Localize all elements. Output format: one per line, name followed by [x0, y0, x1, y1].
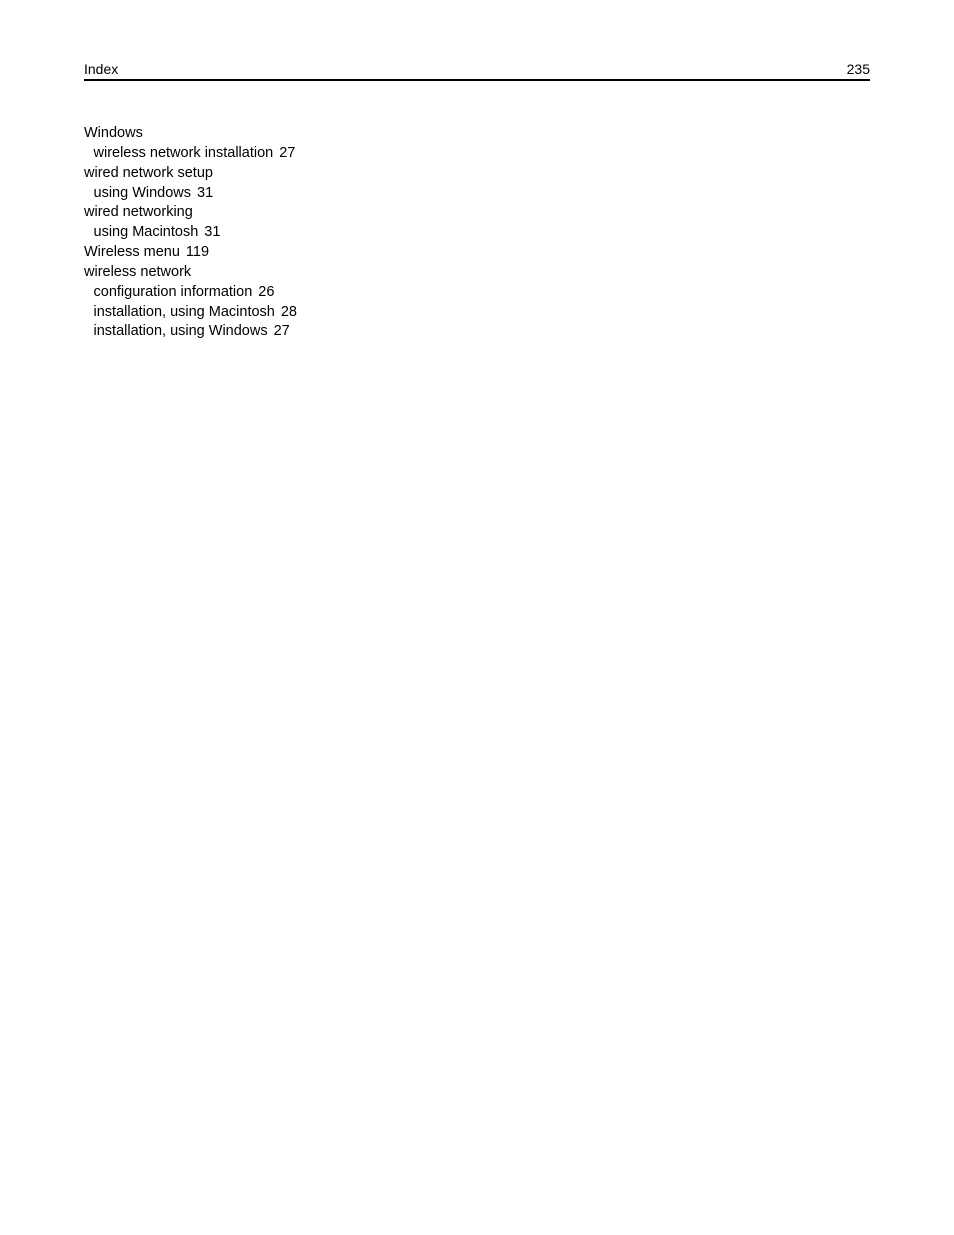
- index-term: Windows: [84, 125, 143, 141]
- index-term: configuration information: [93, 283, 253, 300]
- index-page-ref: 28: [280, 303, 297, 320]
- index-list: [84, 124, 504, 342]
- index-term: Wireless menu: [84, 244, 180, 261]
- index-page-ref: 31: [204, 224, 221, 241]
- index-page-ref: 26: [258, 283, 275, 300]
- index-subentry-installation-macintosh: [84, 303, 504, 323]
- index-page-ref: 31: [197, 184, 214, 201]
- index-subentry-wireless-network-installation: [84, 144, 504, 164]
- index-term: wired network setup: [84, 164, 213, 181]
- index-subentry-using-macintosh: [84, 223, 504, 243]
- index-term: wireless network: [84, 263, 192, 280]
- index-page-ref: 119: [185, 244, 210, 261]
- index-term: using Windows: [93, 184, 192, 201]
- index-term: installation, using Macintosh: [93, 303, 275, 320]
- index-subentry-using-windows: [84, 184, 504, 204]
- index-term: wireless network installation: [93, 144, 274, 161]
- index-term: installation, using Windows: [93, 323, 268, 340]
- index-entry-wireless-menu: [84, 243, 504, 263]
- index-page-ref: 27: [273, 323, 290, 340]
- index-entry-wired-network-setup: [84, 164, 504, 184]
- index-entry-wireless-network: [84, 263, 504, 283]
- page-header: [84, 59, 870, 81]
- section-title: Index: [84, 61, 119, 77]
- index-page-ref: 27: [279, 144, 296, 161]
- index-subentry-installation-windows: [84, 322, 504, 342]
- index-term: wired networking: [84, 204, 193, 221]
- index-entry-wired-networking: [84, 203, 504, 223]
- index-term: using Macintosh: [93, 224, 199, 241]
- index-subentry-configuration-information: [84, 283, 504, 303]
- index-entry-windows: [84, 124, 504, 144]
- page-number: 235: [846, 61, 870, 77]
